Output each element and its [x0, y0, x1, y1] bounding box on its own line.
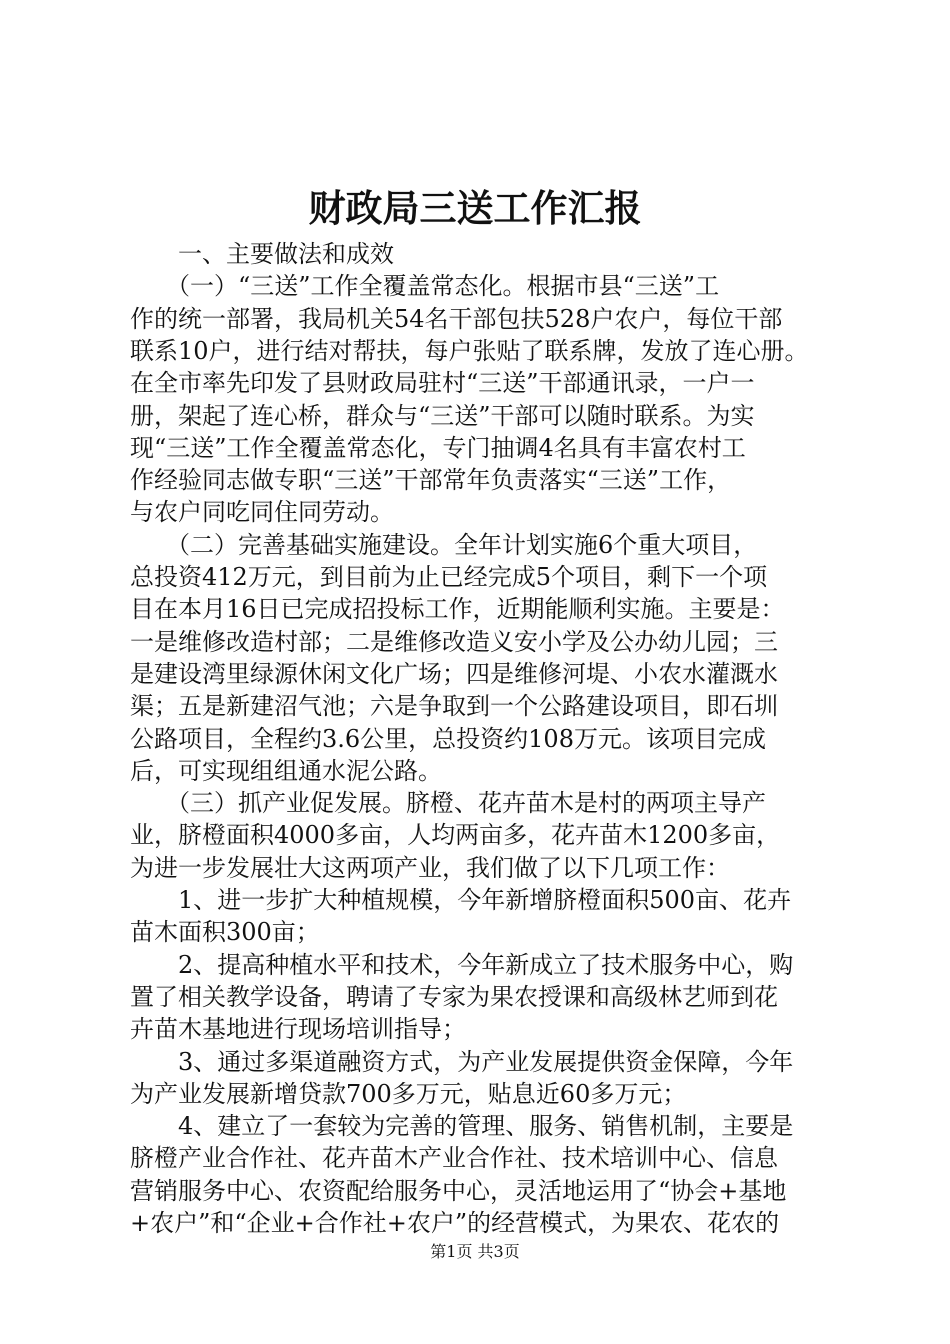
text-line: 册，架起了连心桥，群众与“三送”干部可以随时联系。为实 — [130, 401, 755, 430]
text-line: 总投资412万元，到目前为止已经完成5个项目，剩下一个项 — [130, 563, 768, 591]
text-line: 现“三送”工作全覆盖常态化，专门抽调4名具有丰富农村工 — [130, 433, 746, 462]
text-line: 脐橙产业合作社、花卉苗木产业合作社、技术培训中心、信息 — [130, 1144, 778, 1173]
text-line: 一、主要做法和成效 — [130, 240, 394, 268]
text-line: 置了相关教学设备，聘请了专家为果农授课和高级林艺师到花 — [130, 982, 778, 1011]
text-line: 1、进一步扩大种植规模，今年新增脐橙面积500亩、花卉 — [130, 886, 792, 914]
text-line: 公路项目，全程约3.6公里，总投资约108万元。该项目完成 — [130, 724, 766, 753]
text-line: 为产业发展新增贷款700多万元，贴息近60多万元； — [130, 1079, 687, 1108]
text-line: 卉苗木基地进行现场培训指导； — [130, 1015, 466, 1044]
text-line: 是建设湾里绿源休闲文化广场；四是维修河堤、小农水灌溉水 — [130, 659, 778, 688]
page-title: 财政局三送工作汇报 — [308, 186, 642, 230]
text-line: 与农户同吃同住同劳动。 — [130, 498, 394, 527]
text-line: 作经验同志做专职“三送”干部常年负责落实“三送”工作， — [130, 466, 732, 495]
text-line: 渠；五是新建沼气池；六是争取到一个公路建设项目，即石圳 — [130, 692, 778, 721]
text-line: 联系10户，进行结对帮扶，每户张贴了联系牌，发放了连心册。 — [130, 336, 809, 365]
text-line: （二）完善基础实施建设。全年计划实施6个重大项目， — [130, 530, 758, 559]
text-line: 作的统一部署，我局机关54名干部包扶528户农户，每位干部 — [130, 304, 783, 333]
text-line: 在全市率先印发了县财政局驻村“三送”干部通讯录，一户一 — [130, 369, 755, 398]
text-line: （三）抓产业促发展。脐橙、花卉苗木是村的两项主导产 — [130, 789, 766, 818]
text-line: +农户”和“企业+合作社+农户”的经营模式，为果农、花农的 — [130, 1209, 780, 1237]
text-line: 目在本月16日已完成招投标工作，近期能顺利实施。主要是： — [130, 595, 785, 624]
page-footer: 第1页 共3页 — [430, 1242, 520, 1261]
text-line: 3、通过多渠道融资方式，为产业发展提供资金保障，今年 — [130, 1047, 794, 1076]
text-line: 一是维修改造村部；二是维修改造义安小学及公办幼儿园；三 — [130, 627, 778, 656]
text-line: 营销服务中心、农资配给服务中心，灵活地运用了“协会+基地 — [130, 1176, 787, 1205]
text-line: 为进一步发展壮大这两项产业，我们做了以下几项工作： — [130, 853, 730, 882]
text-line: 4、建立了一套较为完善的管理、服务、销售机制，主要是 — [130, 1112, 794, 1141]
text-line: 后，可实现组组通水泥公路。 — [130, 756, 442, 785]
text-line: 2、提高种植水平和技术，今年新成立了技术服务中心，购 — [130, 950, 794, 979]
text-line: 业，脐橙面积4000多亩，人均两亩多，花卉苗木1200多亩， — [130, 821, 781, 850]
text-line: 苗木面积300亩； — [130, 918, 320, 947]
text-line: （一）“三送”工作全覆盖常态化。根据市县“三送”工 — [130, 272, 720, 301]
